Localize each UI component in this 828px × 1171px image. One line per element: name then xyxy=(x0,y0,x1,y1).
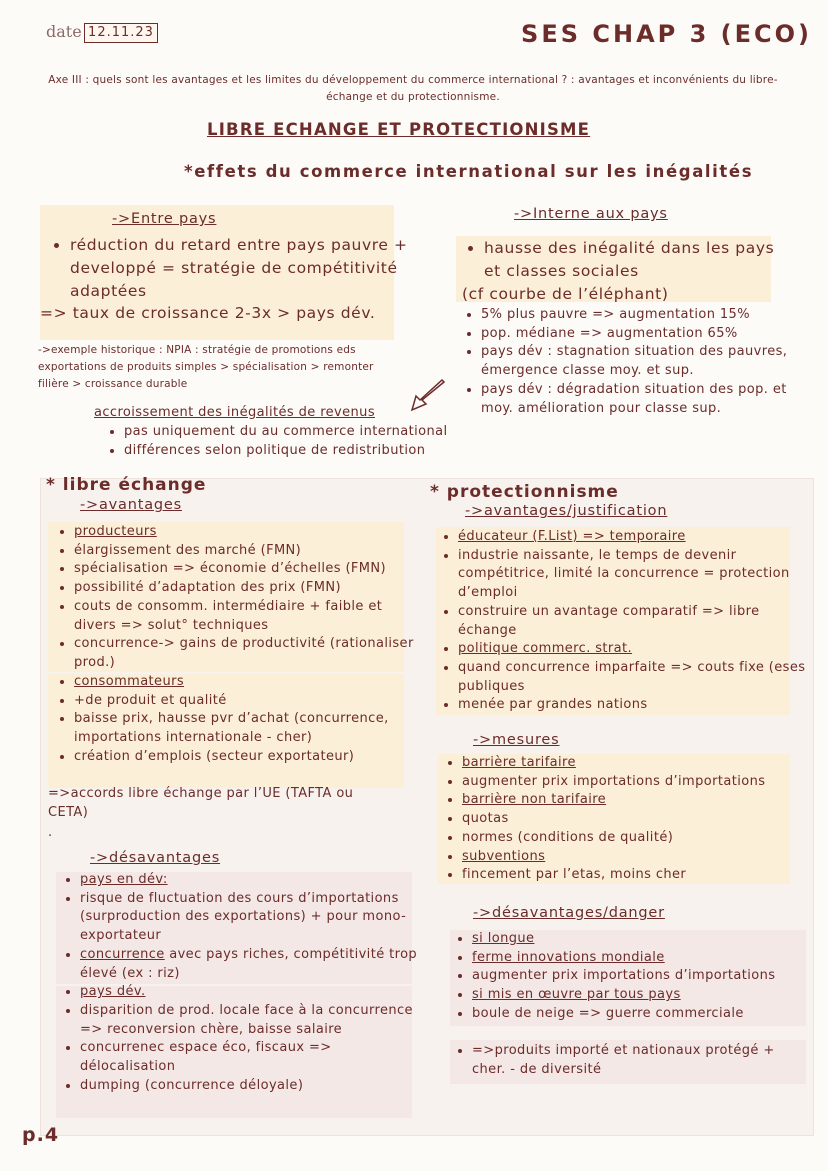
protect-avantages-heading: ->avantages/justification xyxy=(465,503,668,519)
interne-list xyxy=(462,237,784,283)
list-item: • élargissement des marché (FMN) xyxy=(74,542,419,561)
list-item: • consommateurs xyxy=(74,673,419,692)
list-item: • baisse prix, hausse pvr d’achat (concurrence, importations internationale - cher) xyxy=(74,710,419,747)
list-item: • normes (conditions de qualité) xyxy=(462,829,812,848)
list-item: • boule de neige => guerre commerciale xyxy=(472,1005,828,1024)
page-number: p.4 xyxy=(22,1124,60,1146)
concurrence-word: concurrence xyxy=(80,946,165,962)
mesures-heading: ->mesures xyxy=(473,732,560,748)
protect-avantages-list xyxy=(436,528,808,715)
consommateurs-list xyxy=(52,673,419,767)
list-item: • barrière tarifaire xyxy=(462,754,812,773)
libre-desavantages-heading: ->désavantages xyxy=(90,850,221,866)
list-item: • hausse des inégalité dans les pays et classes sociales xyxy=(484,237,784,283)
list-item: • possibilité d’adaptation des prix (FMN) xyxy=(74,579,419,598)
list-item: • réduction du retard entre pays pauvre + developpé = stratégie de compétitivité adaptées xyxy=(70,234,408,303)
accroissement-list xyxy=(102,423,484,460)
list-item: • risque de fluctuation des cours d’importations (surproduction des exportations) + pour mono-exportateur xyxy=(80,890,428,946)
accords-note: =>accords libre échange par l’UE (TAFTA ou CETA) xyxy=(48,786,354,820)
accroissement-heading: accroissement des inégalités de revenus xyxy=(94,405,375,420)
libre-echange-title: * libre échange xyxy=(46,475,207,495)
interne-items xyxy=(459,306,801,418)
list-item: • pays dév : stagnation situation des pauvres, émergence classe moy. et sup. xyxy=(481,343,801,380)
stray-dot: . xyxy=(48,825,53,840)
list-item xyxy=(80,946,428,983)
final-list xyxy=(450,1042,812,1079)
producteurs-list xyxy=(52,523,419,673)
list-item: • spécialisation => économie d’échelles (FMN) xyxy=(74,560,419,579)
list-item: • pas uniquement du au commerce international xyxy=(124,423,484,442)
interne-heading: ->Interne aux pays xyxy=(514,206,668,222)
subtitle: *effets du commerce international sur les inégalités xyxy=(184,162,754,181)
entre-pays-heading: ->Entre pays xyxy=(112,211,217,227)
list-item: • création d’emplois (secteur exportateur) xyxy=(74,748,419,767)
list-item: • couts de consomm. intermédiaire + faible et divers => solut° techniques xyxy=(74,598,419,635)
list-item: • concurrence-> gains de productivité (rationaliser prod.) xyxy=(74,635,419,672)
mesures-list xyxy=(440,754,812,885)
date-label: date xyxy=(46,22,82,41)
list-item: • fincement par l’etas, moins cher xyxy=(462,866,812,885)
course-title: SES CHAP 3 (ECO) xyxy=(521,20,812,48)
list-item: • augmenter prix importations d’importations xyxy=(462,773,812,792)
list-item: • construire un avantage comparatif => libre échange xyxy=(458,603,808,640)
main-title: LIBRE ECHANGE ET PROTECTIONISME xyxy=(207,120,591,139)
list-item: • différences selon politique de redistribution xyxy=(124,442,484,461)
list-item: • industrie naissante, le temps de devenir compétitrice, limité la concurrence = protection d’emploi xyxy=(458,547,808,603)
libre-avantages-heading: ->avantages xyxy=(80,497,182,513)
list-item: • éducateur (F.List) => temporaire xyxy=(458,528,808,547)
list-item: • dumping (concurrence déloyale) xyxy=(80,1077,428,1096)
list-item: • pays dév : dégradation situation des pop. et moy. amélioration pour classe sup. xyxy=(481,381,801,418)
list-item: • pays dév. xyxy=(80,983,428,1002)
list-item: • si mis en œuvre par tous pays xyxy=(472,986,828,1005)
concurrence-rest: avec pays riches, compétitivité trop élevé (ex : riz) xyxy=(80,946,418,981)
date-value: 12.11.23 xyxy=(84,23,158,43)
elephant-note: (cf courbe de l’éléphant) xyxy=(462,285,669,303)
list-item: • si longue xyxy=(472,930,828,949)
list-item: • pop. médiane => augmentation 65% xyxy=(481,325,801,344)
desavantages-list xyxy=(58,871,428,1095)
entre-pays-list xyxy=(48,234,408,303)
protectionnisme-title: * protectionnisme xyxy=(430,482,619,502)
list-item: • menée par grandes nations xyxy=(458,696,808,715)
list-item: • augmenter prix importations d’importations xyxy=(472,967,828,986)
protect-desav-list xyxy=(450,930,828,1024)
list-item: • disparition de prod. locale face à la concurrence => reconversion chère, baisse salaire xyxy=(80,1002,428,1039)
historical-example: ->exemple historique : NPIA : stratégie de promotions eds exportations de produits simples > spécialisation > remonter filière > croissance durable xyxy=(38,344,374,390)
entre-pays-conclusion: => taux de croissance 2-3x > pays dév. xyxy=(40,304,376,322)
list-item: • ferme innovations mondiale xyxy=(472,949,828,968)
list-item: • producteurs xyxy=(74,523,419,542)
list-item: • 5% plus pauvre => augmentation 15% xyxy=(481,306,801,325)
list-item: • =>produits importé et nationaux protégé + cher. - de diversité xyxy=(472,1042,812,1079)
list-item: • barrière non tarifaire xyxy=(462,791,812,810)
arrow-down-left-icon xyxy=(408,378,450,414)
list-item: • subventions xyxy=(462,848,812,867)
list-item: • pays en dév: xyxy=(80,871,428,890)
list-item: • quotas xyxy=(462,810,812,829)
list-item: • concurrenec espace éco, fiscaux => délocalisation xyxy=(80,1039,428,1076)
list-item: • +de produit et qualité xyxy=(74,692,419,711)
list-item: • politique commerc. strat. xyxy=(458,640,808,659)
intro-question: Axe III : quels sont les avantages et les limites du développement du commerce international ? : avantages et inconvénients du libre-échange et du protectionnisme. xyxy=(48,74,778,103)
list-item: • quand concurrence imparfaite => couts fixe (eses publiques xyxy=(458,659,808,696)
protect-desavantages-heading: ->désavantages/danger xyxy=(473,905,665,921)
